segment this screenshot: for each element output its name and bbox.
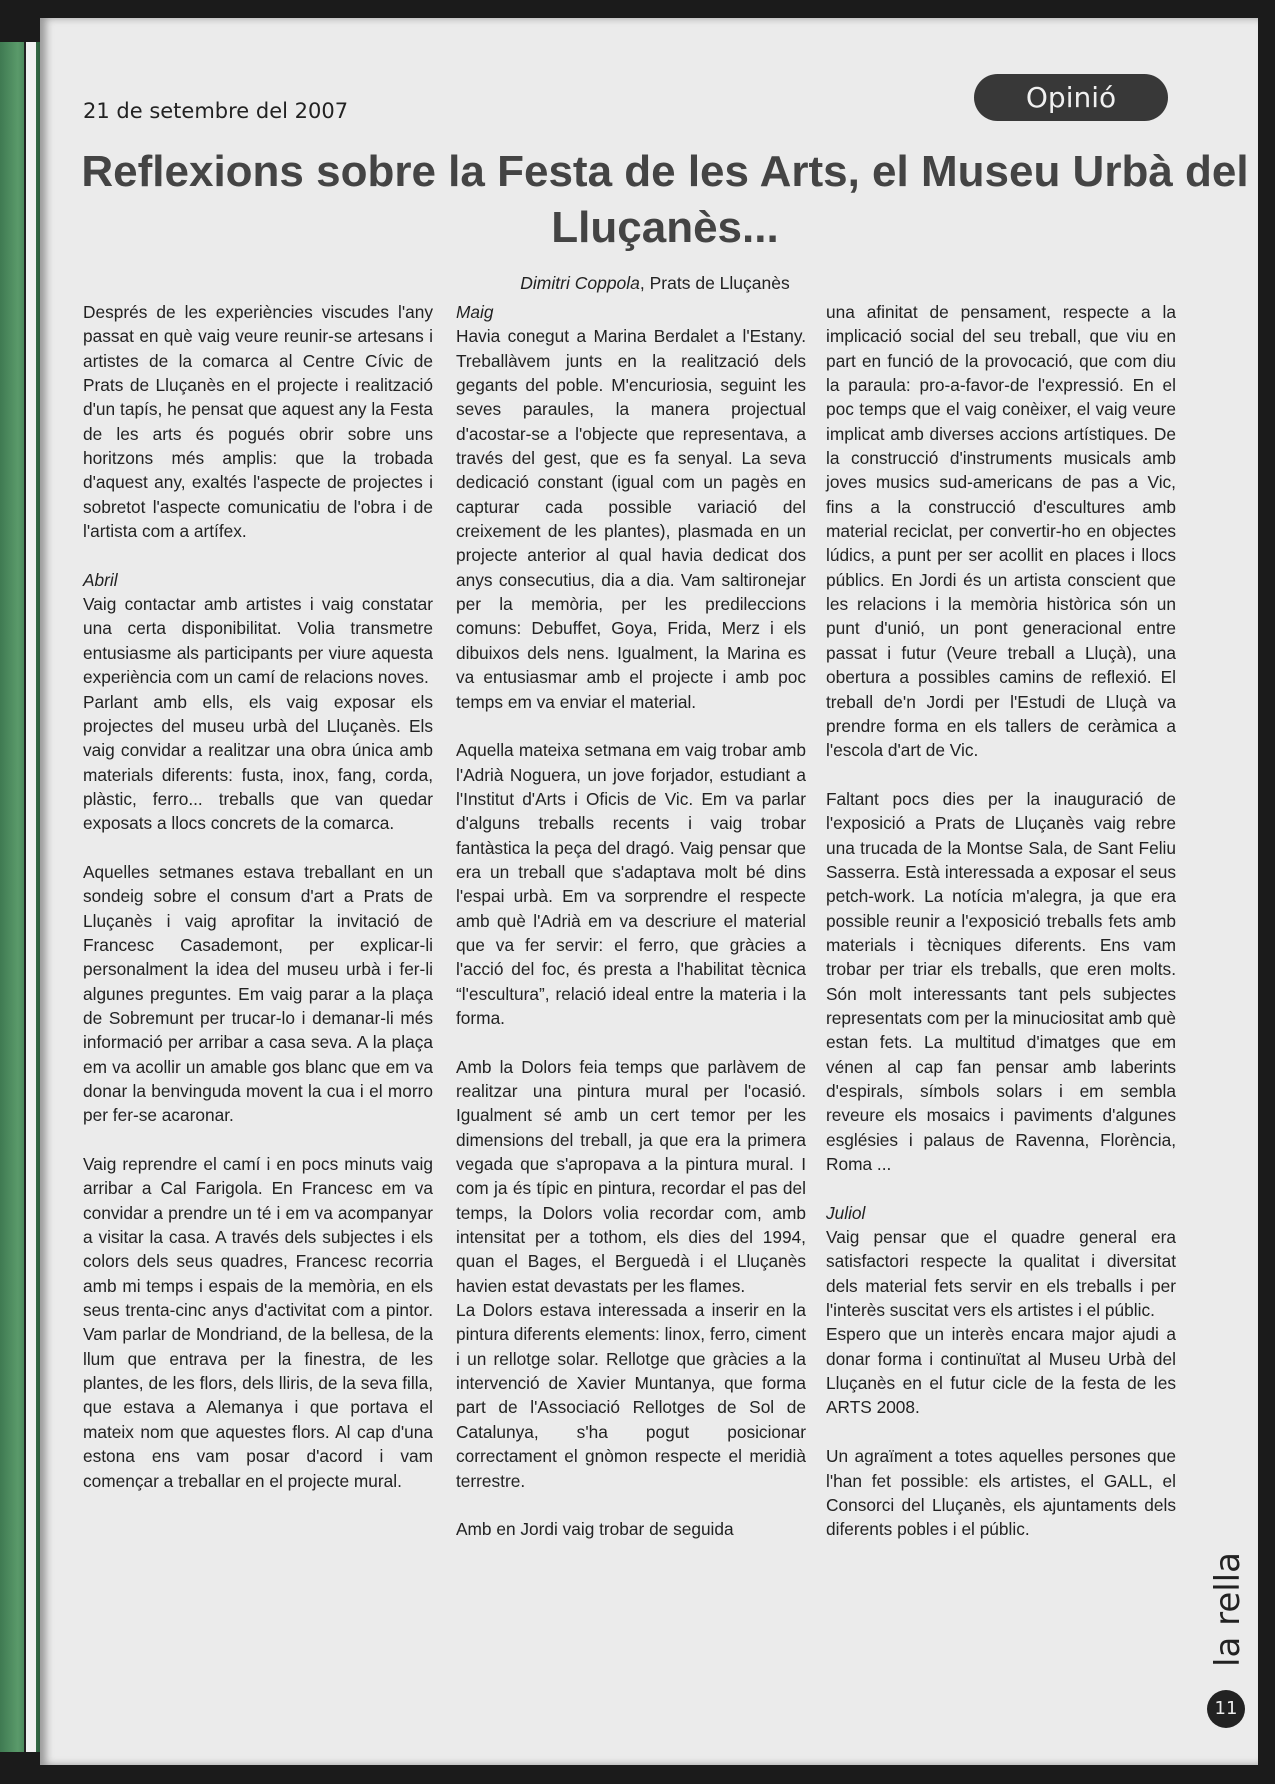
paragraph: Havia conegut a Marina Berdalet a l'Estany. Treballàvem junts en la realització dels gegants del poble. M'encuriosia, seguint les seves paraules, la manera projectual d'acostar-se a l'objecte que representava, a través del gest, que es fa senyal. La seva dedicació constant (igual com un pagès en capturar cada possible variació del creixement de les plantes), plasmada en un projecte anterior al qual havia dedicat dos anys consecutius, dia a dia. Vam saltironejar per la memòria, per les predileccions comuns: Debuffet, Goya, Frida, Merz i els dibuixos dels nens. Igualment, la Marina es va entusiasmar amb el projecte i amb poc temps em va enviar el material.	[456, 326, 806, 712]
facing-page-edge	[0, 42, 40, 1752]
paragraph: La Dolors estava interessada a inserir en la pintura diferents elements: linox, ferro, ciment i un rellotge solar. Rellotge que gràcies a la intervenció de Xavier Muntanya, que forma part de l'Associació Rellotges de Sol de Catalunya, s'ha pogut posicionar correctament el gnòmon respecte el meridià terrestre.	[456, 1300, 806, 1491]
page-number: 11	[1207, 1690, 1245, 1728]
paragraph: Aquella mateixa setmana em vaig trobar amb l'Adrià Noguera, un jove forjador, estudiant a l'Institut d'Arts i Oficis de Vic. Em va parlar d'alguns treballs recents i vaig trobar fantàstica la peça del dragó. Vaig pensar que era un treball que s'adaptava molt bé dins l'espai urbà. Em va sorprendre el respecte amb què l'Adrià em va descriure el material que va fer servir: el ferro, que gràcies a l'acció del foc, és presta a l'habilitat tècnica “l'escultura”, relació ideal entre la materia i la forma.	[456, 740, 806, 1028]
month-heading: Maig	[456, 302, 494, 322]
paragraph: Després de les experiències viscudes l'any passat en què vaig veure reunir-se artesans i artistes de la comarca al Centre Cívic de Prats de Lluçanès en el projecte i realització d'un tapís, he pensat que aquest any la Festa de les arts és pogués obrir sobre uns horitzons més amplis: que la trobada d'aquest any, exaltés l'aspecte de projectes i sobretot l'aspecte comunicatiu de l'obra i de l'artista com a artífex.	[83, 302, 433, 542]
column-3	[826, 300, 1176, 1542]
paragraph: Vaig pensar que el quadre general era satisfactori respecte la qualitat i diversitat dels material fets servir en els treballs i per l'interès suscitat vers els artistes i el públic.	[826, 1227, 1176, 1321]
month-heading: Juliol	[826, 1202, 866, 1223]
paragraph: una afinitat de pensament, respecte a la implicació social del seu treball, que viu en part en funció de la provocació, que com diu la paraula: pro-a-favor-de l'expressió. En el poc temps que el vaig conèixer, el vaig veure implicat amb diverses accions artístiques. De la construcció d'instruments musicals amb joves musics sud-americans de pas a Vic, fins a la construcció d'escultures amb material reciclat, per convertir-ho en objectes lúdics, a punt per ser acollit en places i llocs públics. En Jordi és un artista conscient que les relacions i la memòria històrica són un punt d'unió, un pont generacional entre passat i futur (Veure treball a Lluçà), una obertura a possibles camins de reflexió. El treball de'n Jordi per l'Estudi de Lluçà va prendre forma en els tallers de ceràmica a l'escola d'art de Vic.	[826, 302, 1176, 761]
magazine-page	[40, 18, 1258, 1765]
month-heading: Abril	[83, 569, 118, 590]
paragraph: Amb la Dolors feia temps que parlàvem de realitzar una pintura mural per l'ocasió. Igualment sé amb un cert temor per les dimensions del treball, ja que era la primera vegada que s'apropava a la pintura mural. I com ja és típic en pintura, recordar el pas del temps, la Dolors volia recordar com, amb intensitat per a tothom, els dies del 1994, quan el Bages, el Berguedà i el Lluçanès havien estat devastats per les flames.	[456, 1056, 806, 1296]
column-1	[83, 300, 433, 1493]
paragraph: Vaig contactar amb artistes i vaig constatar una certa disponibilitat. Volia transmetre entusiasme als participants per viure aquesta experiència com un camí de relacions noves.	[83, 594, 433, 688]
paragraph: Vaig reprendre el camí i en pocs minuts vaig arribar a Cal Farigola. En Francesc em va convidar a prendre un té i em va acompanyar a visitar la casa. A través dels subjectes i els colors dels seus quadres, Francesc recorria amb mi temps i espais de la memòria, en els seus trenta-cinc anys d'activitat com a pintor. Vam parlar de Mondriand, de la bellesa, de la llum que entrava per la finestra, de les plantes, de les flors, dels lliris, de la seva filla, que estava a Alemanya i que portava el mateix nom que aquestes flors. Al cap d'una estona ens vam posar d'acord i vam començar a treballar en el projecte mural.	[83, 1154, 433, 1491]
byline	[450, 273, 860, 294]
paragraph: Parlant amb ells, els vaig exposar els projectes del museu urbà del Lluçanès. Els vaig convidar a realitzar una obra única amb materials diferents: fusta, inox, fang, corda, plàstic, ferro... treballs que van quedar exposats a llocs concrets de la comarca.	[83, 691, 433, 834]
paragraph: Un agraïment a totes aquelles persones que l'han fet possible: els artistes, el GALL, el Consorci del Lluçanès, els ajuntaments dels diferents pobles i el públic.	[826, 1446, 1176, 1540]
column-2	[456, 300, 806, 1542]
paragraph: Amb en Jordi vaig trobar de seguida	[456, 1519, 734, 1540]
magazine-logo: la rella	[1208, 1552, 1248, 1667]
paragraph: Espero que un interès encara major ajudi a donar forma i continuïtat al Museu Urbà del Lluçanès en el futur cicle de la festa de les ARTS 2008.	[826, 1324, 1176, 1418]
author-place: , Prats de Lluçanès	[639, 273, 790, 293]
issue-date: 21 de setembre del 2007	[83, 99, 349, 123]
paragraph: Aquelles setmanes estava treballant en un sondeig sobre el consum d'art a Prats de Lluçanès i vaig aprofitar la invitació de Francesc Casademont, per explicar-li personalment la idea del museu urbà i fer-li algunes preguntes. Em vaig parar a la plaça de Sobremunt per trucar-lo i demanar-li més informació per arribar a casa seva. A la plaça em va acollir un amable gos blanc que em va donar la benvinguda movent la cua i el morro per fer-se acaronar.	[83, 861, 433, 1126]
section-tab: Opinió	[974, 74, 1168, 121]
author-name: Dimitri Coppola	[520, 273, 640, 293]
paragraph: Faltant pocs dies per la inauguració de l'exposició a Prats de Lluçanès vaig rebre una trucada de la Montse Sala, de Sant Feliu Sasserra. Està interessada a exposar el seus petch-work. La notícia m'alegra, ja que era possible reunir a l'exposició treballs fets amb materials i tècniques diferents. Ens vam trobar per triar els treballs, que eren molts. Són molt interessants tant pels subjectes representats com per la minuciositat amb què estan fets. La multitud d'imatges que em vénen al cap fan pensar amb laberints d'espirals, símbols solars i em sembla reveure els mosaics i paviments d'algunes esglésies i palaus de Ravenna, Florència, Roma ...	[826, 788, 1176, 1175]
article-title: Reflexions sobre la Festa de les Arts, el Museu Urbà del Lluçanès...	[81, 147, 1249, 252]
